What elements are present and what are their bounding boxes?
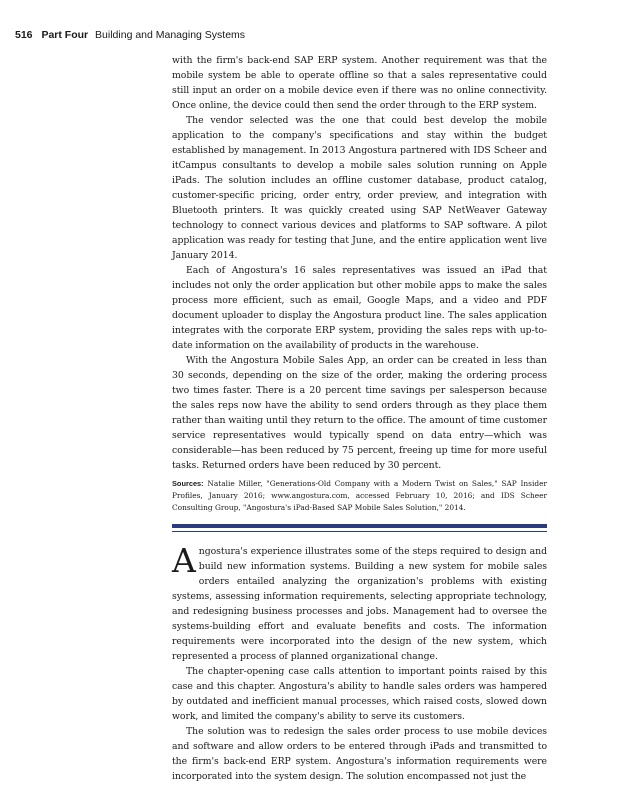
- case-paragraph: The vendor selected was the one that could best develop the mobile application to the company's specifications and stay within the budget established by management. In 2013 Angostura partnered with IDS Scheer and itCampus consultants to develop a mobile sales solution running on Apple iPads. The solution includes an offline customer database, product catalog, customer-specific pricing, order entry, order preview, and integration with Bluetooth printers. It was quickly created using SAP NetWeaver Gateway technology to connect various devices and platforms to SAP software. A pilot application was ready for testing that June, and the entire application went live January 2014.: [172, 115, 547, 261]
- chapter-paragraph: The chapter-opening case calls attention to important points raised by this case and this chapter. Angostura's ability to handle sales orders was hampered by outdated and inefficient manual processes, which raised costs, slowed down work, and limited the company's ability to serve its customers.: [172, 666, 547, 722]
- sources-text: Natalie Miller, "Generations-Old Company with a Modern Twist on Sales," SAP Insider Profiles, January 2016; www.angostura.com, accessed February 10, 2016; and IDS Scheer Consulting Group, "Angostura's iPad-Based SAP Mobile Sales Solution," 2014.: [172, 479, 547, 512]
- case-paragraph: Each of Angostura's 16 sales representatives was issued an iPad that includes not only the order application but other mobile apps to make the sales process more efficient, such as email, Google Maps, and a video and PDF document uploader to display the Angostura product line. The sales application integrates with the corporate ERP system, providing the sales reps with up-to-date information on the availability of products in the warehouse.: [172, 265, 547, 351]
- part-title: Building and Managing Systems: [95, 29, 246, 41]
- case-paragraph: with the firm's back-end SAP ERP system. Another requirement was that the mobile system be able to operate offline so that a sales representative could still input an order on a mobile device even if there was no online connectivity. Once online, the device could then send the order through to the ERP system.: [172, 55, 547, 111]
- chapter-first-paragraph-text: ngostura's experience illustrates some of the steps required to design and build new information systems. Building a new system for mobile sales orders entailed analyzing the organization's problems with existing systems, assessing information requirements, selecting appropriate technology, and redesigning business processes and jobs. Management had to oversee the systems-building effort and evaluate benefits and costs. The information requirements were incorporated into the design of the new system, which represented a process of planned organizational change.: [172, 546, 547, 662]
- case-paragraph: With the Angostura Mobile Sales App, an order can be created in less than 30 seconds, depending on the size of the order, making the ordering process two times faster. There is a 20 percent time savings per salesperson because the sales reps now have the ability to send orders through as they place them rather than waiting until they return to the office. The amount of time customer service representatives would typically spend on data entry—which was considerable—has been reduced by 75 percent, freeing up time for more useful tasks. Returned orders have been reduced by 30 percent.: [172, 355, 547, 471]
- chapter-first-paragraph: [172, 541, 547, 664]
- drop-cap: A: [172, 541, 196, 580]
- section-divider-thin: [172, 531, 547, 532]
- chapter-text: [172, 541, 547, 784]
- section-divider-thick: [172, 524, 547, 528]
- running-header: [15, 29, 245, 41]
- sources-label: Sources:: [172, 479, 204, 488]
- sources-note: [172, 478, 547, 513]
- chapter-paragraph: The solution was to redesign the sales order process to use mobile devices and software and allow orders to be entered through iPads and transmitted to the firm's back-end ERP system. Angostura's information requirements were incorporated into the system design. The solution encompassed not just the: [172, 726, 547, 782]
- case-study-text: [172, 53, 547, 473]
- part-label: Part Four: [41, 29, 89, 41]
- page-number: 516: [15, 29, 33, 41]
